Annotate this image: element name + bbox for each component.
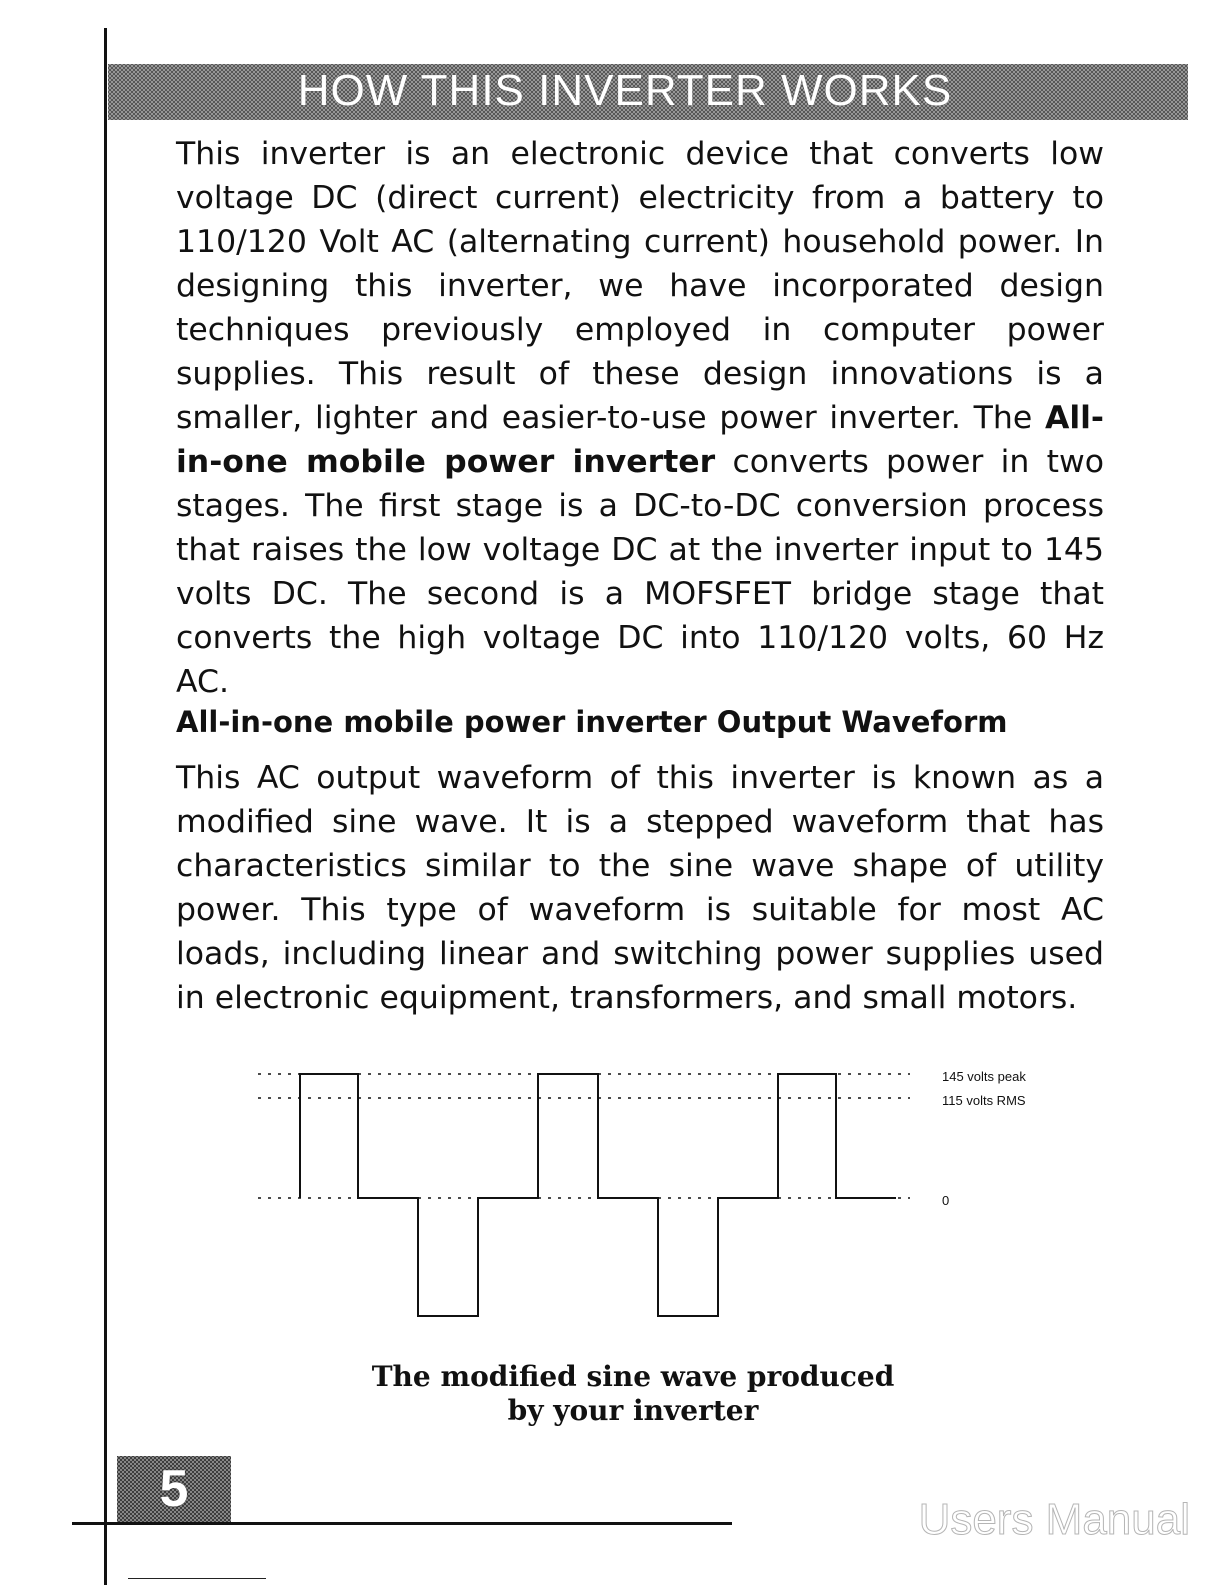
caption-line-1: The modified sine wave produced: [371, 1360, 895, 1393]
waveform-heading: All-in-one mobile power inverter Output Waveform: [176, 705, 1008, 739]
footer-manual-title: Users Manual: [918, 1495, 1190, 1544]
bottom-edge-rule: [128, 1578, 266, 1579]
peak-voltage-label: 145 volts peak: [942, 1069, 1026, 1084]
intro-text-start: This inverter is an electronic device that converts low voltage DC (direct current) electricity from a battery to 110/120 Volt AC (alternating current) household power. In designing this inverter, we have incorporated design techniques previously employed in computer power supplies. This result of these design innovations is a smaller, lighter and easier-to-use power inverter. The: [176, 136, 1104, 436]
left-margin-rule: [104, 28, 107, 1585]
zero-voltage-label: 0: [942, 1193, 950, 1208]
modified-sine-wave-diagram: [240, 1060, 1060, 1330]
intro-paragraph: [176, 132, 1104, 704]
rms-voltage-label: 115 volts RMS: [942, 1093, 1026, 1108]
footer-rule: [72, 1522, 732, 1525]
diagram-caption: [260, 1360, 1006, 1428]
intro-text-end: converts power in two stages. The first stage is a DC-to-DC conversion process that raises the low voltage DC at the inverter input to 145 volts DC. The second is a MOFSFET bridge stage that converts the high voltage DC into 110/120 volts, 60 Hz AC.: [176, 444, 1104, 700]
product-name: All-in-one mobile power inverter: [176, 400, 1104, 480]
page-number: 5: [159, 1460, 189, 1518]
section-title: HOW THIS INVERTER WORKS: [297, 66, 953, 115]
waveform-trace: [300, 1074, 896, 1316]
waveform-paragraph: This AC output waveform of this inverter is known as a modified sine wave. It is a stepped waveform that has characteristics similar to the sine wave shape of utility power. This type of waveform is suitable for most AC loads, including linear and switching power supplies used in electronic equipment, transformers, and small motors.: [176, 760, 1104, 1016]
caption-line-2: by your inverter: [507, 1394, 759, 1427]
